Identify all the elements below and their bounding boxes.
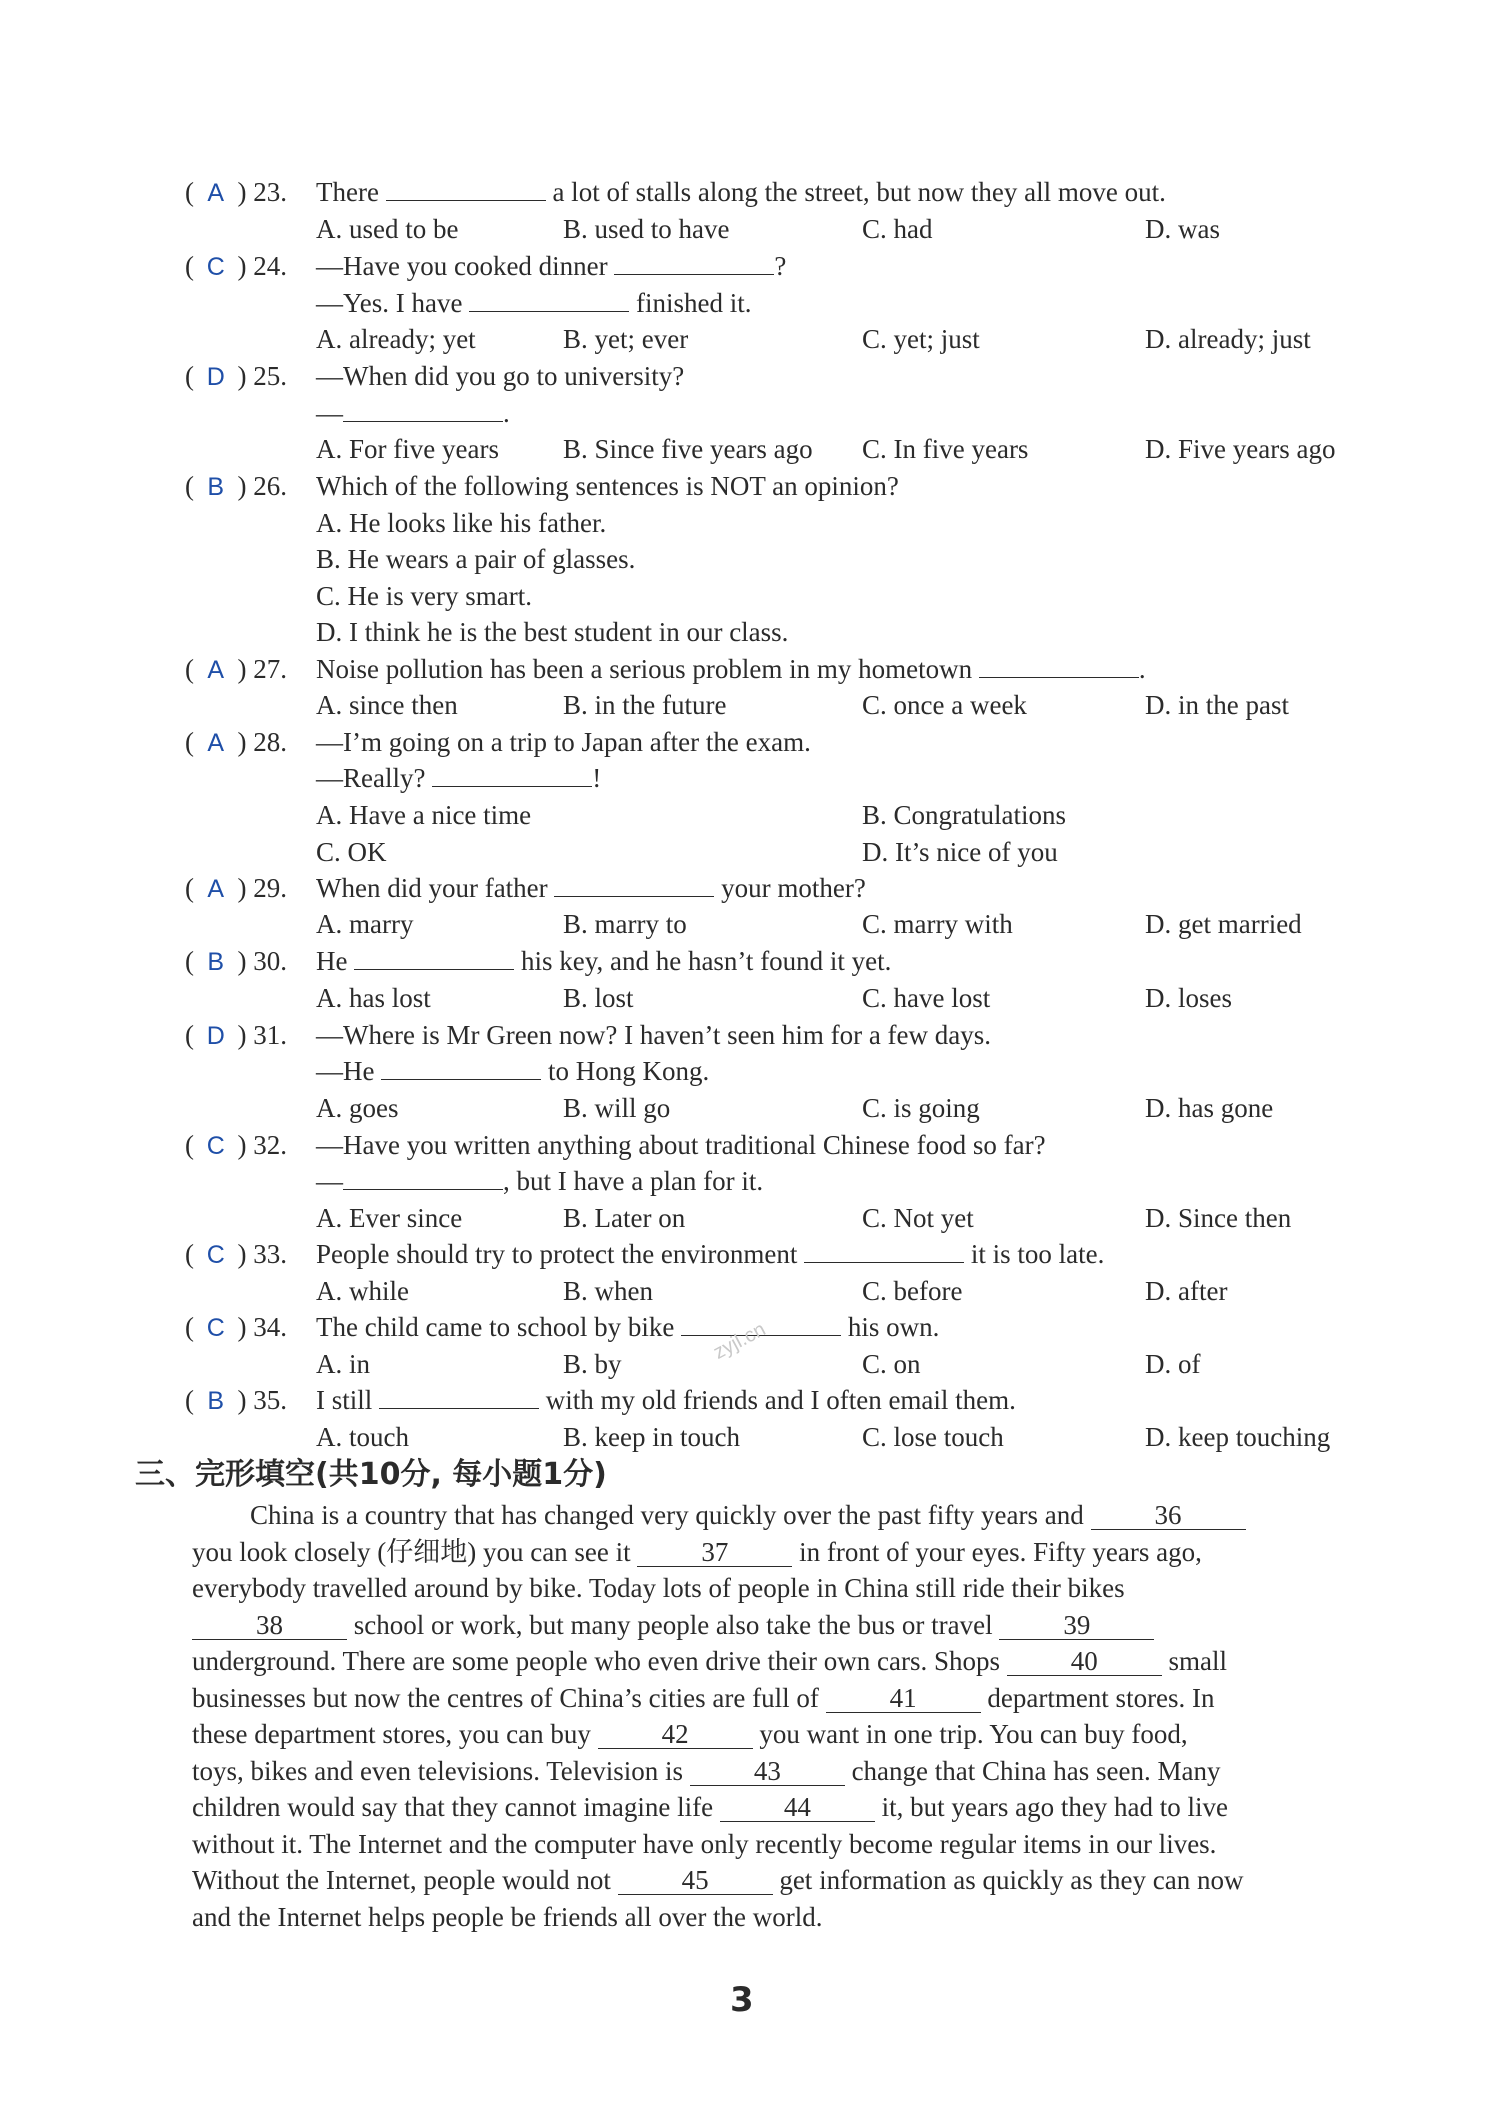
stem-29: When did your father your mother? [316, 870, 866, 906]
cloze-line [192, 1716, 1188, 1752]
cloze-blank-44[interactable]: 44 [720, 1791, 875, 1822]
cloze-blank-38[interactable]: 38 [192, 1609, 347, 1640]
option-24-a[interactable]: A. already; yet [316, 324, 476, 354]
option-24-d[interactable]: D. already; just [1145, 324, 1311, 354]
question-number: 23 [253, 177, 281, 207]
stem-35: I still with my old friends and I often email them. [316, 1382, 1016, 1418]
cloze-text: change that China has seen. Many [844, 1755, 1221, 1786]
option-33-a[interactable]: A. while [316, 1276, 409, 1306]
option-32-b[interactable]: B. Later on [563, 1203, 686, 1233]
cloze-text: small [1161, 1646, 1228, 1676]
stem-24-line2: —Yes. I have finished it. [316, 285, 752, 321]
cloze-text: get information as quickly as they can now [772, 1865, 1244, 1895]
option-35-b[interactable]: B. keep in touch [563, 1422, 740, 1452]
stem-28: —I’m going on a trip to Japan after the exam. [316, 727, 811, 757]
cloze-text: in front of your eyes. Fifty years ago, [792, 1536, 1202, 1567]
question-23 [185, 174, 287, 210]
stem-34: The child came to school by bike his own. [316, 1309, 939, 1345]
stem-25: —When did you go to university? [316, 361, 685, 391]
option-26-b[interactable]: B. He wears a pair of glasses. [316, 544, 636, 574]
stem-31: —Where is Mr Green now? I haven’t seen him for a few days. [316, 1020, 992, 1050]
question-24: ( C ) 24. [185, 248, 287, 284]
option-30-c[interactable]: C. have lost [862, 983, 991, 1013]
option-23-a[interactable]: A. used to be [316, 214, 459, 244]
option-34-c[interactable]: C. on [862, 1349, 921, 1379]
question-28: ( A ) 28. [185, 724, 287, 760]
stem-32: —Have you written anything about traditional Chinese food so far? [316, 1130, 1046, 1160]
option-29-a[interactable]: A. marry [316, 909, 414, 939]
option-28-b[interactable]: B. Congratulations [862, 800, 1066, 830]
cloze-text: department stores. In [980, 1682, 1215, 1713]
cloze-text: it, but years ago they had to live [874, 1792, 1229, 1822]
cloze-line [192, 1534, 1202, 1570]
option-24-b[interactable]: B. yet; ever [563, 324, 689, 354]
answer-letter: B [207, 473, 225, 501]
option-30-a[interactable]: A. has lost [316, 983, 431, 1013]
question-32: ( C ) 32. [185, 1127, 287, 1163]
option-30-b[interactable]: B. lost [563, 983, 634, 1013]
page-number: 3 [730, 1980, 754, 2020]
cloze-text: underground. There are some people who even drive their own cars. Shops [192, 1646, 1007, 1676]
cloze-line [192, 1789, 1228, 1825]
stem-25-line2: — . [316, 395, 510, 431]
question-25: ( D ) 25. [185, 358, 287, 394]
cloze-line [192, 1643, 1227, 1679]
cloze-text: everybody travelled around by bike. Today lots of people in China still ride their bikes [192, 1573, 1125, 1603]
answer-blank[interactable] [381, 1053, 541, 1080]
answer-paren: ( A ) 23. [185, 177, 287, 207]
cloze-text: these department stores, you can buy [192, 1719, 598, 1749]
section-heading-cloze: 三、完形填空(共10分, 每小题1分) [135, 1457, 607, 1492]
option-26-d[interactable]: D. I think he is the best student in our class. [316, 617, 789, 647]
answer-blank[interactable] [343, 1163, 503, 1190]
question-34: ( C ) 34. [185, 1309, 287, 1345]
option-34-b[interactable]: B. by [563, 1349, 622, 1379]
cloze-text: children would say that they cannot imagine life [192, 1792, 720, 1822]
cloze-line [192, 1570, 1125, 1606]
cloze-line [192, 1826, 1216, 1862]
option-25-a[interactable]: A. For five years [316, 434, 499, 464]
cloze-text: you look closely (仔细地) you can see it [192, 1536, 638, 1567]
cloze-line [192, 1899, 823, 1935]
stem-24: —Have you cooked dinner ? [316, 248, 786, 284]
question-31: ( D ) 31. [185, 1017, 287, 1053]
option-28-c[interactable]: C. OK [316, 837, 387, 867]
answer-blank[interactable] [343, 395, 503, 422]
answer-blank[interactable] [432, 760, 592, 787]
answer-letter: D [206, 363, 225, 391]
answer-blank[interactable] [379, 1382, 539, 1409]
stem-26: Which of the following sentences is NOT an opinion? [316, 471, 899, 501]
option-31-a[interactable]: A. goes [316, 1093, 399, 1123]
option-32-c[interactable]: C. Not yet [862, 1203, 974, 1233]
option-35-d[interactable]: D. keep touching [1145, 1422, 1331, 1452]
cloze-blank-39[interactable]: 39 [999, 1609, 1154, 1640]
option-29-c[interactable]: C. marry with [862, 909, 1013, 939]
option-34-a[interactable]: A. in [316, 1349, 370, 1379]
answer-letter: B [207, 1387, 225, 1415]
option-26-a[interactable]: A. He looks like his father. [316, 508, 607, 538]
question-35: ( B ) 35. [185, 1382, 287, 1418]
stem-31-line2: —He to Hong Kong. [316, 1053, 709, 1089]
option-31-d[interactable]: D. has gone [1145, 1093, 1274, 1123]
cloze-text: without it. The Internet and the computer have only recently become regular items in our lives. [192, 1828, 1217, 1859]
answer-letter: A [207, 656, 225, 684]
answer-blank[interactable] [804, 1236, 964, 1263]
stem-27: Noise pollution has been a serious problem in my hometown . [316, 651, 1146, 687]
answer-blank[interactable] [354, 943, 514, 970]
cloze-line [192, 1607, 1154, 1643]
answer-letter: C [206, 1314, 225, 1342]
option-28-d[interactable]: D. It’s nice of you [862, 837, 1058, 867]
cloze-text: Without the Internet, people would not [192, 1865, 618, 1895]
cloze-blank-45[interactable]: 45 [618, 1864, 773, 1895]
watermark: zyjl.cn [709, 1318, 770, 1364]
answer-blank[interactable] [554, 870, 714, 897]
answer-blank[interactable] [979, 651, 1139, 678]
question-33: ( C ) 33. [185, 1236, 287, 1272]
answer-letter: C [206, 1241, 225, 1269]
answer-letter: A [207, 179, 225, 207]
answer-letter: C [206, 1132, 225, 1160]
option-35-c[interactable]: C. lose touch [862, 1422, 1004, 1452]
question-26: ( B ) 26. [185, 468, 287, 504]
answer-blank[interactable] [386, 174, 546, 201]
cloze-text: you want in one trip. You can buy food, [752, 1719, 1188, 1749]
option-25-d[interactable]: D. Five years ago [1145, 434, 1336, 464]
cloze-blank-36[interactable]: 36 [1091, 1499, 1246, 1530]
option-23-d[interactable]: D. was [1145, 214, 1220, 244]
option-29-d[interactable]: D. get married [1145, 909, 1302, 939]
option-25-b[interactable]: B. Since five years ago [563, 434, 813, 464]
option-34-d[interactable]: D. of [1145, 1349, 1201, 1379]
option-27-d[interactable]: D. in the past [1145, 690, 1289, 720]
answer-letter: B [207, 948, 225, 976]
option-25-c[interactable]: C. In five years [862, 434, 1029, 464]
cloze-text: toys, bikes and even televisions. Television is [192, 1755, 690, 1786]
option-31-b[interactable]: B. will go [563, 1093, 671, 1123]
answer-letter: A [207, 729, 225, 757]
option-30-d[interactable]: D. loses [1145, 983, 1232, 1013]
cloze-blank-41[interactable]: 41 [826, 1682, 981, 1713]
stem-33: People should try to protect the environment it is too late. [316, 1236, 1104, 1272]
cloze-text: and the Internet helps people be friends all over the world. [192, 1901, 823, 1932]
option-27-a[interactable]: A. since then [316, 690, 458, 720]
answer-letter: C [206, 253, 225, 281]
option-27-c[interactable]: C. once a week [862, 690, 1027, 720]
question-27: ( A ) 27. [185, 651, 287, 687]
stem-32-line2: — , but I have a plan for it. [316, 1163, 763, 1199]
option-28-a[interactable]: A. Have a nice time [316, 800, 532, 830]
option-23-c[interactable]: C. had [862, 214, 933, 244]
cloze-text: businesses but now the centres of China’s cities are full of [192, 1682, 826, 1713]
option-27-b[interactable]: B. in the future [563, 690, 727, 720]
option-32-a[interactable]: A. Ever since [316, 1203, 463, 1233]
answer-blank[interactable] [614, 248, 774, 275]
option-35-a[interactable]: A. touch [316, 1422, 409, 1452]
cloze-blank-42[interactable]: 42 [598, 1718, 753, 1749]
cloze-blank-43[interactable]: 43 [690, 1755, 845, 1786]
cloze-blank-37[interactable]: 37 [637, 1536, 792, 1567]
answer-letter: D [206, 1022, 225, 1050]
option-23-b[interactable]: B. used to have [563, 214, 730, 244]
option-29-b[interactable]: B. marry to [563, 909, 687, 939]
cloze-line [192, 1862, 1243, 1898]
question-29: ( A ) 29. [185, 870, 287, 906]
cloze-line [192, 1753, 1220, 1789]
option-24-c[interactable]: C. yet; just [862, 324, 980, 354]
option-31-c[interactable]: C. is going [862, 1093, 980, 1123]
option-33-c[interactable]: C. before [862, 1276, 963, 1306]
cloze-line [250, 1497, 1246, 1533]
stem-28-line2: —Really? ! [316, 760, 601, 796]
option-26-c[interactable]: C. He is very smart. [316, 581, 532, 611]
answer-letter: A [207, 875, 225, 903]
answer-blank[interactable] [469, 285, 629, 312]
question-30: ( B ) 30. [185, 943, 287, 979]
option-32-d[interactable]: D. Since then [1145, 1203, 1292, 1233]
cloze-text: school or work, but many people also take the bus or travel [347, 1609, 1000, 1640]
cloze-blank-40[interactable]: 40 [1007, 1645, 1162, 1676]
cloze-text: China is a country that has changed very quickly over the past fifty years and [250, 1500, 1091, 1530]
cloze-line [192, 1680, 1215, 1716]
stem-30: He his key, and he hasn’t found it yet. [316, 943, 891, 979]
stem-23: There a lot of stalls along the street, but now they all move out. [316, 174, 1166, 210]
option-33-b[interactable]: B. when [563, 1276, 653, 1306]
option-33-d[interactable]: D. after [1145, 1276, 1228, 1306]
